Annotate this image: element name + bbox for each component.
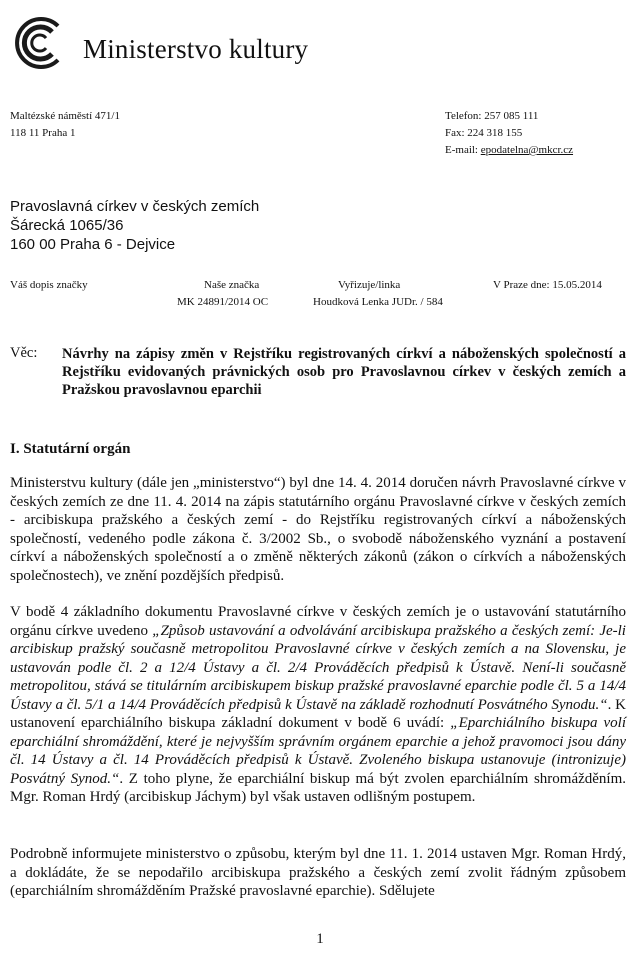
your-reference-label: Váš dopis značky — [10, 279, 88, 291]
recipient-address — [10, 197, 259, 254]
email-line — [445, 142, 573, 159]
handled-by-value: Houdková Lenka JUDr. / 584 — [313, 296, 443, 308]
email-prefix: E-mail: — [445, 144, 481, 156]
paragraph-2-intro: V bodě 4 základního dokumentu Pravoslavné církve v českých zemích je o ustavování statutárního orgánu církve uvedeno — [10, 604, 626, 639]
paragraph-2 — [10, 603, 626, 807]
date-label: V Praze dne: — [493, 279, 550, 291]
paragraph-1: Ministerstvu kultury (dále jen „ministerstvo“) byl dne 14. 4. 2014 doručen návrh Pravoslavné církve v českých zemích ze dne 11. 4. 2014 na zápis statutárního orgánu Pravoslavné církve v českých zemích - arcibiskupa pražského a českých zemí - do Rejstříku registrovaných církví a náboženských společností, vedeného podle zákona č. 3/2002 Sb., o svobodě náboženského vyznání a postavení církví a náboženských společností a o změně některých zákonů (zákon o církvích a náboženských společnostech), ve znění pozdějších předpisů. — [10, 475, 626, 584]
paragraph-2-middle: . K ustanovení eparchiálního biskupa základní dokument v bodě 6 uvádí: — [10, 696, 626, 731]
phone-number: Telefon: 257 085 111 — [445, 110, 539, 122]
paragraph-2-end: . Z toho plyne, že eparchiální biskup má být zvolen eparchiálním shromážděním. Mgr. Roman Hrdý (arcibiskup Jáchym) byl však ustaven odlišným postupem. — [10, 770, 626, 805]
recipient-name: Pravoslavná církev v českých zemích — [10, 198, 260, 215]
page-number: 1 — [316, 931, 324, 947]
paragraph-2-quote-2: „Eparchiálního biskupa volí eparchiální shromáždění, které je nejvyšším správním orgánem eparchie a jehož pravomoci jsou dány čl. 14 Ústavy a čl. 14 Prováděcích předpisů k Ústavě. Zvoleného biskupa ustanovuje (intronizuje) Posvátný Synod.“ — [10, 715, 627, 787]
address-street: Maltézské náměstí 471/1 — [10, 110, 120, 122]
paragraph-2-quote-1: „Způsob ustavování a odvolávání arcibiskupa pražského a českých zemí: Je-li arcibiskup pražský současně metropolitou Pravoslavné církve v českých zemích a na Slovensku, je ustavován podle čl. 2 a 12/4 Ústavy a čl. 2/4 Prováděcích předpisů k Ústavě. Není-li současně metropolitou, stává se titulárním arcibiskupem biskup pražské pravoslavné eparchie podle čl. 5 a 14/4 Ústavy a čl. 5/1 a 14/4 Prováděcích předpisů k Ústavě na základě rozhodnutí Posvátného Synodu.“ — [10, 622, 626, 713]
sender-contacts — [445, 108, 573, 159]
recipient-city: 160 00 Praha 6 - Dejvice — [10, 236, 176, 253]
subject-label: Věc: — [10, 345, 38, 361]
recipient-street: Šárecká 1065/36 — [10, 217, 124, 234]
section-heading: I. Statutární orgán — [10, 441, 131, 457]
paragraph-3: Podrobně informujete ministerstvo o způsobu, kterým byl dne 11. 1. 2014 ustaven Mgr. Roman Hrdý, a dokládáte, že se nepodařilo arcibiskupa pražského a českých zemí zvolit řádným způsobem (eparchiálním shromážděním Pražské pravoslavné eparchie). Sdělujete — [10, 846, 626, 899]
subject-text: Návrhy na zápisy změn v Rejstříku registrovaných církví a náboženských společností a Rejstříku evidovaných právnických osob pro Pravoslavnou církev v českých zemích a Pražskou pravoslavnou eparchii — [62, 346, 626, 398]
ministry-logo-icon — [8, 12, 70, 74]
ministry-logo — [8, 12, 70, 74]
date-value: 15.05.2014 — [552, 279, 602, 291]
handled-by-label: Vyřizuje/linka — [338, 279, 401, 291]
fax-number: Fax: 224 318 155 — [445, 127, 523, 139]
ministry-name: Ministerstvo kultury — [83, 34, 309, 64]
address-city: 118 11 Praha 1 — [10, 127, 76, 139]
sender-address — [10, 108, 120, 142]
our-reference-value: MK 24891/2014 OC — [177, 296, 269, 308]
date-line — [493, 277, 602, 294]
our-reference-label: Naše značka — [204, 279, 260, 291]
email-link[interactable]: epodatelna@mkcr.cz — [480, 144, 574, 156]
